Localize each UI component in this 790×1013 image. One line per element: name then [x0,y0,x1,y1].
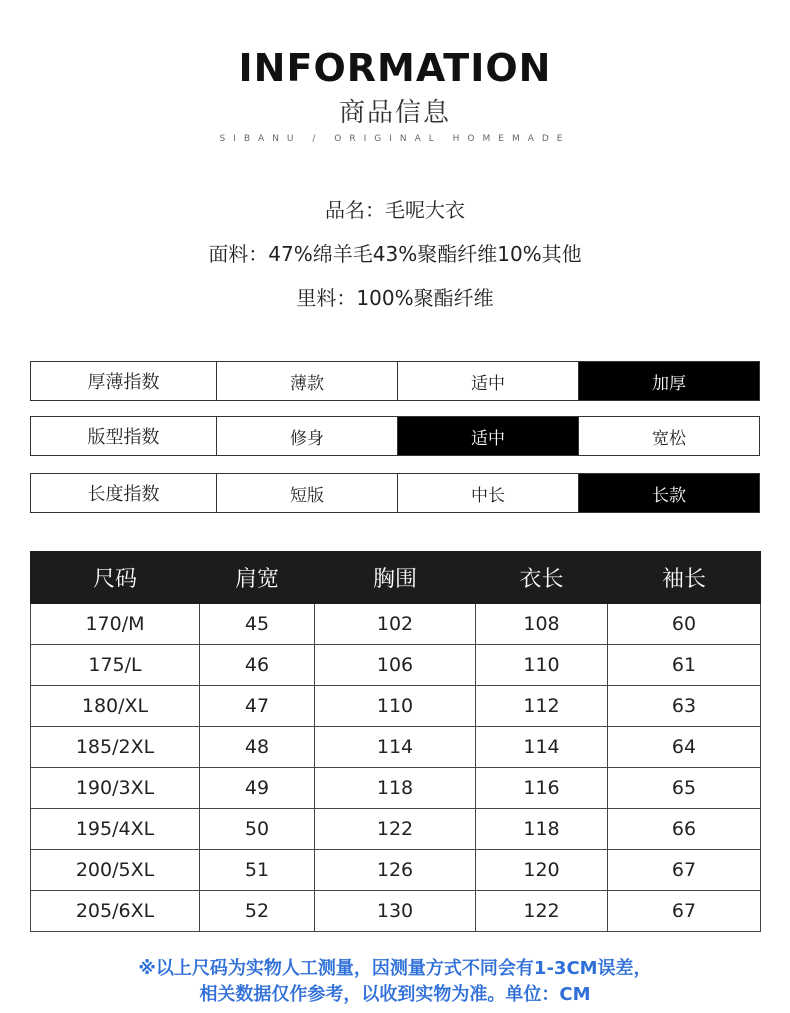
size-table [30,551,761,932]
table-cell: 195/4XL [31,809,200,850]
product-fabric: 面料：47%绵羊毛43%聚酯纤维10%其他 [208,242,582,266]
index-option: 中长 [398,474,579,512]
table-cell: 112 [476,686,608,727]
table-cell: 48 [200,727,315,768]
table-cell: 110 [315,686,476,727]
table-cell: 116 [476,768,608,809]
table-cell: 61 [608,645,761,686]
table-cell: 66 [608,809,761,850]
product-lining: 里料：100%聚酯纤维 [296,286,494,310]
table-cell: 170/M [31,604,200,645]
column-header: 肩宽 [200,552,315,604]
table-cell: 185/2XL [31,727,200,768]
table-cell: 47 [200,686,315,727]
table-row [31,809,761,850]
table-row [31,891,761,932]
product-name: 品名：毛呢大衣 [325,198,465,222]
size-table-header [31,552,761,604]
table-cell: 120 [476,850,608,891]
table-cell: 118 [476,809,608,850]
index-option: 宽松 [652,428,686,449]
table-cell: 114 [315,727,476,768]
index-label: 厚薄指数 [31,362,217,400]
measurement-note-line2: 相关数据仅作参考，以收到实物为准。单位：CM [199,984,591,1005]
index-option: 长款 [579,474,759,512]
brand-tagline: SIBANU / ORIGINAL HOMEMADE [219,134,571,144]
table-cell: 50 [200,809,315,850]
table-cell: 130 [315,891,476,932]
table-cell: 106 [315,645,476,686]
table-row [31,604,761,645]
index-row-fit [30,416,760,456]
column-header: 尺码 [31,552,200,604]
table-row [31,645,761,686]
table-cell: 60 [608,604,761,645]
index-label: 版型指数 [31,417,217,455]
table-cell: 180/XL [31,686,200,727]
index-row-thickness [30,361,760,401]
index-option: 薄款 [217,362,398,400]
table-row [31,727,761,768]
table-cell: 46 [200,645,315,686]
table-cell: 63 [608,686,761,727]
index-option: 短版 [217,474,398,512]
table-cell: 122 [476,891,608,932]
table-cell: 64 [608,727,761,768]
table-cell: 45 [200,604,315,645]
index-option: 修身 [217,417,398,455]
index-option: 适中 [398,417,579,455]
index-row-length [30,473,760,513]
column-header: 袖长 [608,552,761,604]
index-option: 适中 [398,362,579,400]
table-cell: 67 [608,850,761,891]
table-cell: 51 [200,850,315,891]
table-cell: 108 [476,604,608,645]
table-cell: 110 [476,645,608,686]
table-cell: 126 [315,850,476,891]
table-cell: 118 [315,768,476,809]
table-cell: 122 [315,809,476,850]
page-title: INFORMATION [238,46,552,90]
table-cell: 190/3XL [31,768,200,809]
table-cell: 205/6XL [31,891,200,932]
table-cell: 67 [608,891,761,932]
table-cell: 65 [608,768,761,809]
table-row [31,686,761,727]
table-cell: 175/L [31,645,200,686]
table-cell: 49 [200,768,315,809]
page-subtitle: 商品信息 [338,98,451,128]
table-cell: 114 [476,727,608,768]
column-header: 衣长 [476,552,608,604]
table-cell: 52 [200,891,315,932]
table-cell: 200/5XL [31,850,200,891]
table-row [31,850,761,891]
index-option: 加厚 [579,362,759,400]
table-row [31,768,761,809]
measurement-note-line1: ※以上尺码为实物人工测量，因测量方式不同会有1-3CM误差， [138,958,652,979]
index-label: 长度指数 [31,474,217,512]
column-header: 胸围 [315,552,476,604]
table-cell: 102 [315,604,476,645]
